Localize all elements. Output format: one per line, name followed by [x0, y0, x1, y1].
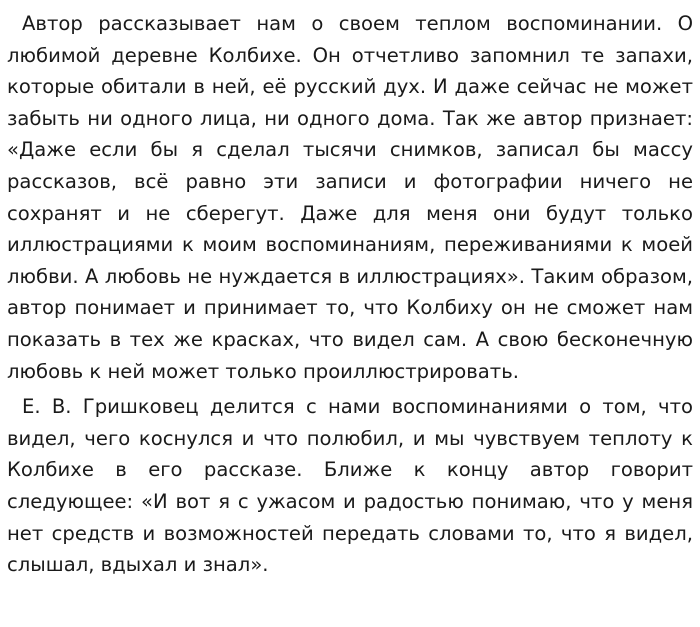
document-body: [7, 8, 693, 581]
paragraph-1: Автор рассказывает нам о своем теплом воспоминании. О любимой деревне Колбихе. Он отчетливо запомнил те запахи, которые обитали в ней, её русский дух. И даже сейчас не может забыть ни одного лица, ни одного дома. Так же автор признает: «Даже если бы я сделал тысячи снимков, записал бы массу рассказов, всё равно эти записи и фотографии ничего не сохранят и не сберегут. Даже для меня они будут только иллюстрациями к моим воспоминаниям, переживаниями к моей любви. А любовь не нуждается в иллюстрациях». Таким образом, автор понимает и принимает то, что Колбиху он не сможет нам показать в тех же красках, что видел сам. А свою бесконечную любовь к ней может только проиллюстрировать.: [7, 12, 693, 383]
paragraph-2: Е. В. Гришковец делится с нами воспоминаниями о том, что видел, чего коснулся и что полюбил, и мы чувствуем теплоту к Колбихе в его рассказе. Ближе к концу автор говорит следующее: «И вот я с ужасом и радостью понимаю, что у меня нет средств и возможностей передать словами то, что я видел, слышал, вдыхал и знал».: [7, 395, 693, 577]
